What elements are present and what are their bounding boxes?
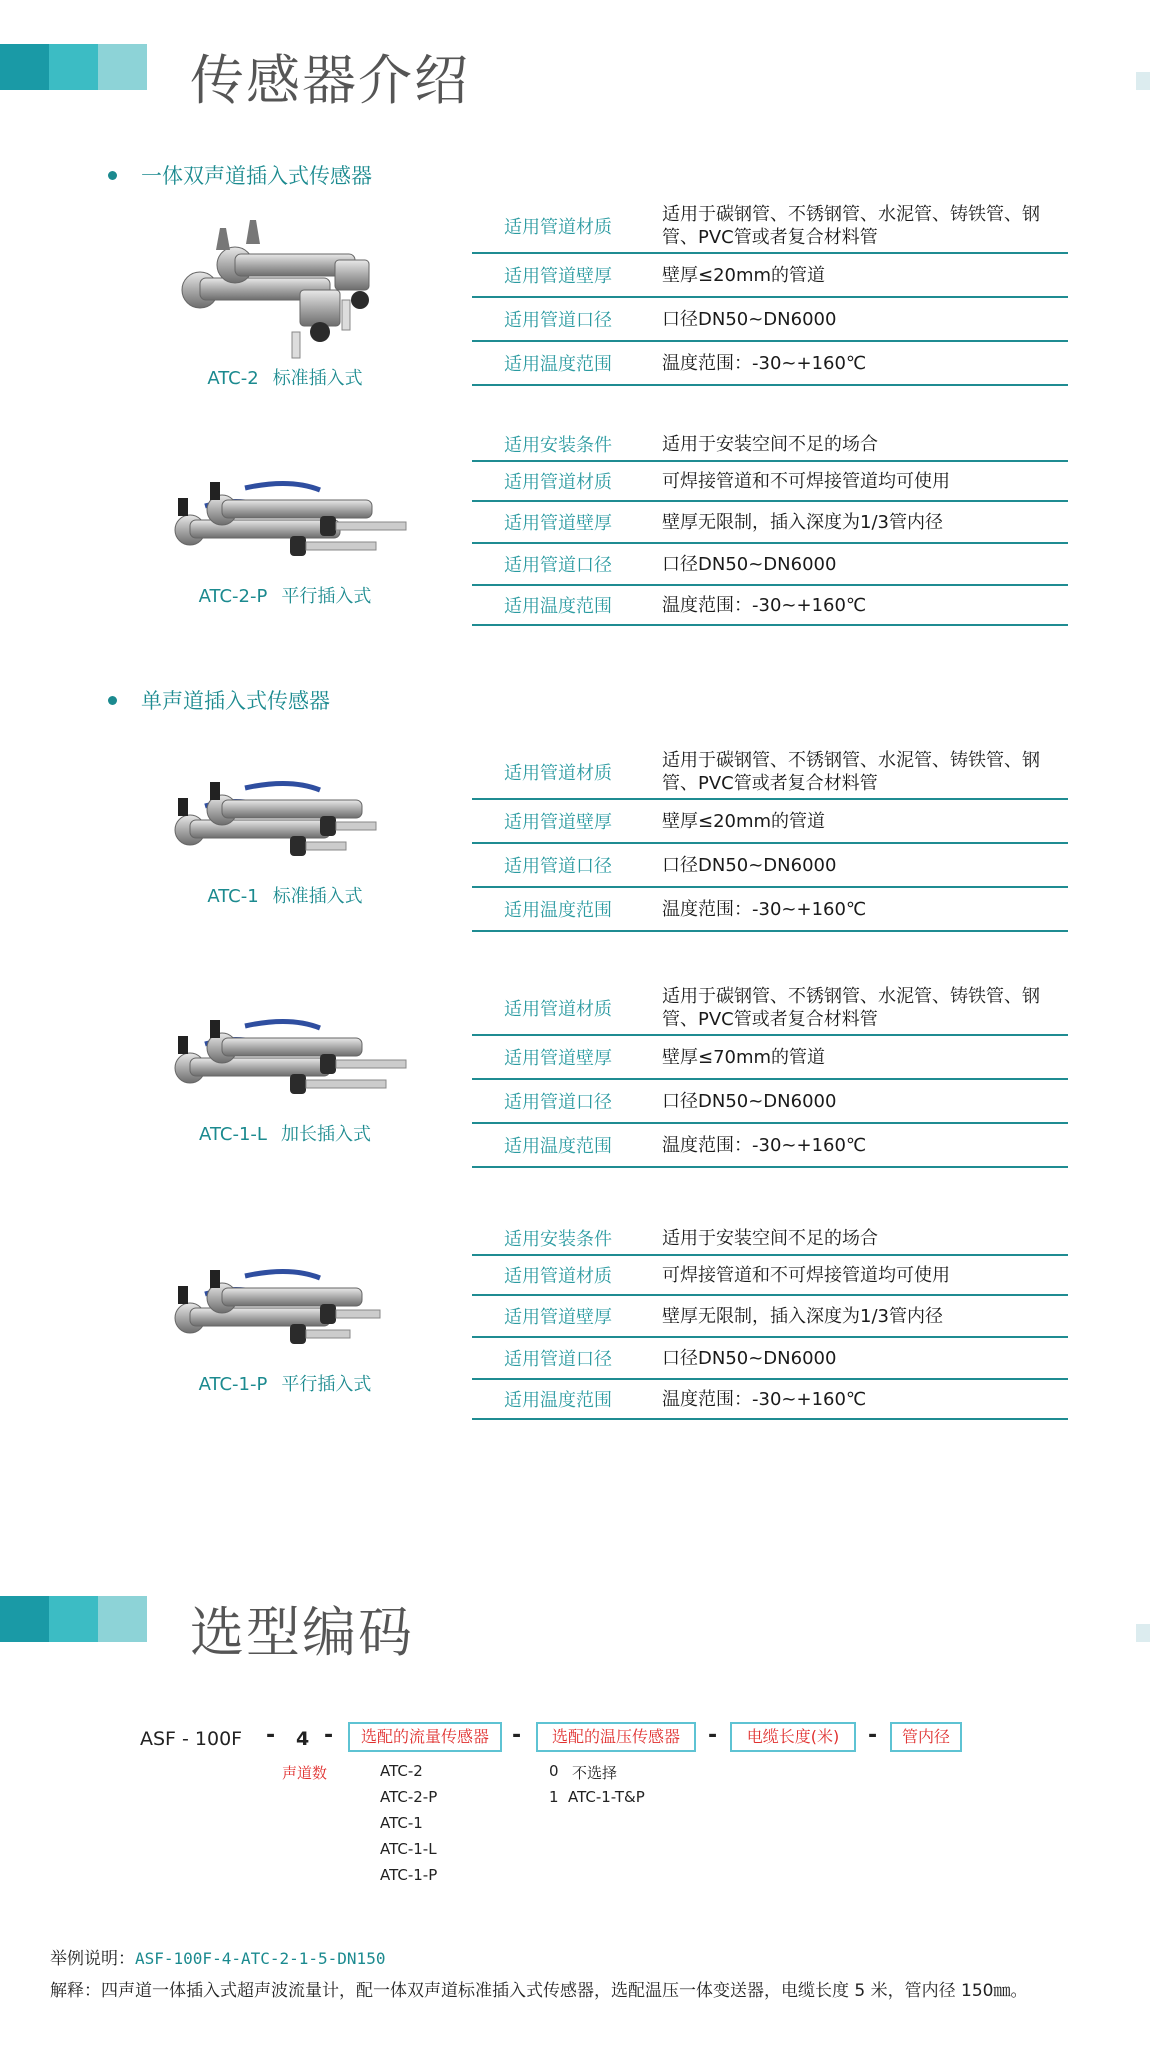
- example-label: 举例说明：: [50, 1949, 135, 1969]
- explanation-text: 四声道一体插入式超声波流量计，配一体双声道标准插入式传感器，选配温压一体变送器，电缆长度 5 米，管内径 150㎜。: [101, 1981, 1028, 2001]
- spec-row: 适用温度范围 温度范围：-30~+160℃: [472, 1124, 1068, 1168]
- sensor-option: ATC-1-P: [380, 1866, 438, 1884]
- example-code: ASF-100F-4-ATC-2-1-5-DN150: [135, 1949, 386, 1968]
- corner-decoration: [1136, 1624, 1150, 1642]
- section-title: 传感器介绍: [190, 49, 470, 112]
- spec-table-atc-2: [472, 200, 1068, 386]
- spec-row: 适用管道材质 适用于碳钢管、不锈钢管、水泥管、铸铁管、钢管、PVC管或者复合材料管: [472, 200, 1068, 254]
- code-dash: -: [266, 1723, 276, 1748]
- spec-row: 适用温度范围 温度范围：-30~+160℃: [472, 586, 1068, 626]
- spec-row: 适用管道口径 口径DN50~DN6000: [472, 544, 1068, 586]
- product-caption: ATC-1-L 加长插入式: [199, 1124, 371, 1145]
- code-box-cable-length: 电缆长度(米): [730, 1722, 856, 1752]
- sensor-dual-icon: [160, 220, 410, 360]
- code-prefix: ASF - 100F: [140, 1728, 243, 1750]
- spec-table-atc-1-p: [472, 1222, 1068, 1420]
- code-dash: -: [708, 1723, 718, 1748]
- spec-row: 适用管道材质 可焊接管道和不可焊接管道均可使用: [472, 1256, 1068, 1296]
- sensor-parallel-icon: [160, 468, 410, 578]
- product-image-atc-1-p: [160, 1256, 410, 1396]
- code-dash: -: [868, 1723, 878, 1748]
- product-caption: ATC-2 标准插入式: [207, 368, 363, 389]
- group-title-single: 单声道插入式传感器: [108, 685, 330, 715]
- sensor-long-icon: [160, 1006, 410, 1116]
- temp-option-text: 不选择: [572, 1764, 618, 1782]
- sensor-option: ATC-2: [380, 1762, 423, 1780]
- product-caption: ATC-2-P 平行插入式: [198, 586, 372, 607]
- product-caption: ATC-1-P 平行插入式: [198, 1374, 372, 1395]
- temp-option-num: 1: [549, 1788, 559, 1806]
- channels-label: 声道数: [282, 1764, 328, 1782]
- code-dash: -: [512, 1723, 522, 1748]
- product-image-atc-2: [160, 220, 410, 390]
- temp-option-text: ATC-1-T&P: [568, 1788, 645, 1806]
- sensor-option: ATC-1: [380, 1814, 423, 1832]
- spec-row: 适用管道材质 适用于碳钢管、不锈钢管、水泥管、铸铁管、钢管、PVC管或者复合材料管: [472, 982, 1068, 1036]
- spec-row: 适用温度范围 温度范围：-30~+160℃: [472, 342, 1068, 386]
- spec-row: 适用安装条件 适用于安装空间不足的场合: [472, 428, 1068, 462]
- spec-row: 适用管道材质 可焊接管道和不可焊接管道均可使用: [472, 462, 1068, 502]
- spec-row: 适用管道壁厚 壁厚≤20mm的管道: [472, 800, 1068, 844]
- code-dash: -: [324, 1723, 334, 1748]
- spec-row: 适用管道壁厚 壁厚≤20mm的管道: [472, 254, 1068, 298]
- section-title: 选型编码: [190, 1601, 414, 1664]
- code-channels: 4: [296, 1728, 310, 1750]
- code-box-flow-sensor: 选配的流量传感器: [348, 1722, 502, 1752]
- example-line: [50, 1944, 385, 1969]
- code-box-temp-sensor: 选配的温压传感器: [536, 1722, 696, 1752]
- header-color-bars: [0, 1596, 147, 1642]
- spec-table-atc-1: [472, 746, 1068, 932]
- spec-row: 适用管道壁厚 壁厚无限制，插入深度为1/3管内径: [472, 502, 1068, 544]
- spec-row: 适用管道壁厚 壁厚≤70mm的管道: [472, 1036, 1068, 1080]
- product-image-atc-1: [160, 768, 410, 908]
- code-box-pipe-diameter: 管内径: [890, 1722, 962, 1752]
- bullet-icon: [108, 696, 117, 705]
- spec-row: 适用管道壁厚 壁厚无限制，插入深度为1/3管内径: [472, 1296, 1068, 1338]
- section-header-sensors: [0, 44, 1162, 112]
- product-caption: ATC-1 标准插入式: [207, 886, 363, 907]
- explanation-label: 解释：: [50, 1981, 101, 2001]
- group-title-dual: 一体双声道插入式传感器: [108, 160, 372, 190]
- section-header-coding: [0, 1596, 1162, 1664]
- spec-row: 适用温度范围 温度范围：-30~+160℃: [472, 1380, 1068, 1420]
- bullet-icon: [108, 171, 117, 180]
- spec-row: 适用管道材质 适用于碳钢管、不锈钢管、水泥管、铸铁管、钢管、PVC管或者复合材料管: [472, 746, 1068, 800]
- product-image-atc-1-l: [160, 1006, 410, 1146]
- spec-row: 适用管道口径 口径DN50~DN6000: [472, 1338, 1068, 1380]
- temp-option-num: 0: [549, 1762, 559, 1780]
- spec-row: 适用温度范围 温度范围：-30~+160℃: [472, 888, 1068, 932]
- corner-decoration: [1136, 72, 1150, 90]
- spec-row: 适用管道口径 口径DN50~DN6000: [472, 298, 1068, 342]
- product-image-atc-2-p: [160, 468, 410, 608]
- sensor-option: ATC-2-P: [380, 1788, 438, 1806]
- sensor-parallel-single-icon: [160, 1256, 410, 1366]
- header-color-bars: [0, 44, 147, 90]
- sensor-single-icon: [160, 768, 410, 878]
- explanation-line: [50, 1976, 1027, 2001]
- spec-table-atc-2-p: [472, 428, 1068, 626]
- model-code-line: [0, 1720, 1162, 1760]
- spec-row: 适用管道口径 口径DN50~DN6000: [472, 844, 1068, 888]
- sensor-option: ATC-1-L: [380, 1840, 437, 1858]
- spec-table-atc-1-l: [472, 982, 1068, 1168]
- spec-row: 适用安装条件 适用于安装空间不足的场合: [472, 1222, 1068, 1256]
- spec-row: 适用管道口径 口径DN50~DN6000: [472, 1080, 1068, 1124]
